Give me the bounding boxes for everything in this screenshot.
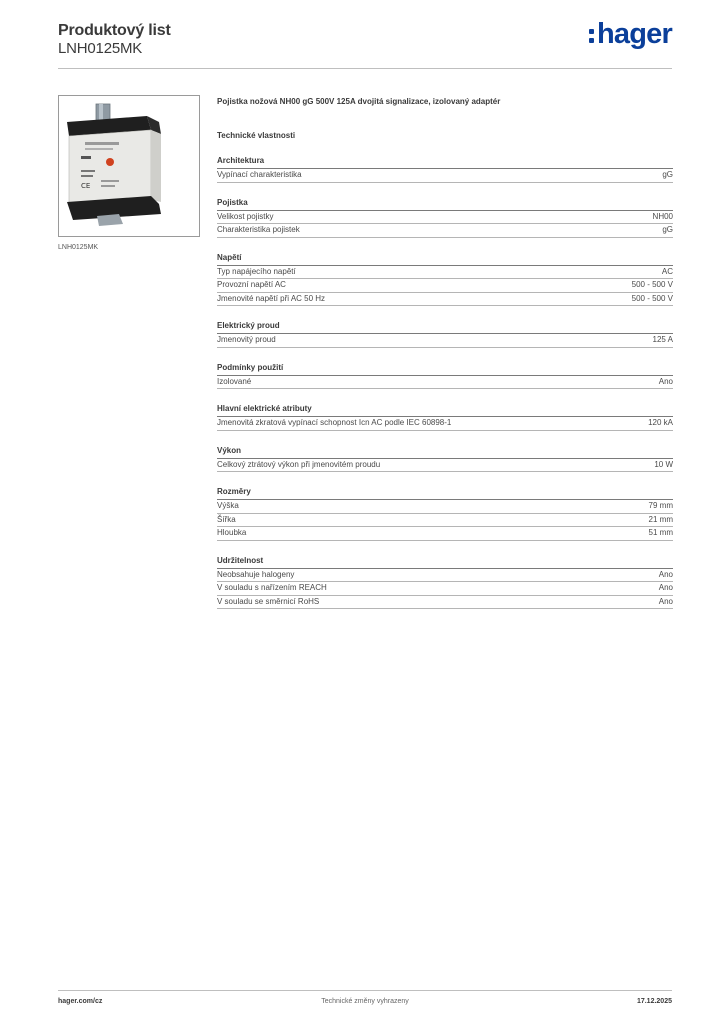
spec-row [217, 211, 673, 225]
product-description: Pojistka nožová NH00 gG 500V 125A dvojitá signalizace, izolovaný adaptér [217, 97, 501, 106]
spec-row [217, 596, 673, 610]
spec-group-title: Rozměry [217, 486, 673, 500]
spec-label: Typ napájecího napětí [217, 266, 296, 276]
spec-row [217, 569, 673, 583]
spec-row [217, 266, 673, 280]
spec-label: Provozní napětí AC [217, 280, 286, 289]
spec-label: V souladu s nařízením REACH [217, 583, 327, 592]
spec-value: 51 mm [648, 528, 673, 537]
spec-group [217, 252, 673, 307]
spec-group [217, 197, 673, 238]
spec-group-title: Udržitelnost [217, 555, 673, 569]
spec-group-title: Pojistka [217, 197, 673, 211]
spec-label: Vypínací charakteristika [217, 170, 302, 179]
spec-row [217, 582, 673, 596]
spec-value: Ano [658, 569, 673, 579]
spec-label: Jmenovitý proud [217, 335, 276, 344]
spec-group [217, 555, 673, 610]
product-code: LNH0125MK [58, 40, 143, 57]
spec-row [217, 459, 673, 473]
spec-label: Hloubka [217, 528, 247, 537]
spec-label: Neobsahuje halogeny [217, 569, 295, 579]
footer-divider [58, 990, 672, 991]
page-header [58, 18, 672, 68]
spec-value: 500 - 500 V [631, 293, 673, 303]
spec-value: Ano [658, 376, 673, 386]
spec-value: 125 A [652, 335, 673, 344]
spec-row [217, 417, 673, 431]
spec-group-title: Elektrický proud [217, 320, 673, 334]
spec-label: Jmenovité napětí při AC 50 Hz [217, 293, 326, 303]
spec-value: 500 - 500 V [631, 280, 673, 289]
svg-text:CE: CE [81, 182, 91, 190]
spec-value: gG [662, 170, 673, 179]
spec-label: Izolované [217, 376, 252, 386]
spec-group-title: Podmínky použití [217, 362, 673, 376]
spec-row [217, 500, 673, 514]
spec-group-title: Hlavní elektrické atributy [217, 403, 673, 417]
spec-row [217, 279, 673, 293]
spec-value: 21 mm [648, 514, 673, 524]
spec-group-title: Napětí [217, 252, 673, 266]
spec-row [217, 169, 673, 183]
spec-value: 120 kA [648, 418, 673, 427]
header-divider [58, 68, 672, 69]
spec-group-title: Výkon [217, 445, 673, 459]
spec-value: AC [661, 266, 673, 276]
spec-value: 79 mm [648, 501, 673, 510]
image-caption: LNH0125MK [58, 244, 99, 251]
spec-content [217, 96, 673, 609]
spec-row [217, 514, 673, 528]
page-title: Produktový list [58, 22, 171, 39]
spec-row [217, 376, 673, 390]
spec-row [217, 334, 673, 348]
spec-label: Velikost pojistky [217, 211, 274, 221]
fuse-icon [59, 96, 199, 236]
spec-group [217, 320, 673, 348]
footer-disclaimer: Technické změny vyhrazeny [321, 998, 409, 1005]
product-image [58, 95, 200, 237]
spec-value: gG [662, 225, 673, 234]
logo-text: hager [597, 18, 672, 50]
footer-date: 17.12.2025 [636, 998, 672, 1005]
spec-value: Ano [658, 596, 673, 606]
spec-group [217, 155, 673, 183]
logo-dots-icon [589, 29, 594, 43]
spec-group-title: Architektura [217, 155, 673, 169]
spec-groups [217, 155, 673, 609]
spec-label: Výška [217, 501, 239, 510]
spec-label: Jmenovitá zkratová vypínací schopnost Icn AC podle IEC 60898-1 [217, 418, 452, 427]
spec-row [217, 293, 673, 307]
footer-website: hager.com/cz [58, 998, 103, 1005]
spec-row [217, 527, 673, 541]
spec-group [217, 403, 673, 431]
spec-value: NH00 [652, 211, 673, 221]
section-heading: Technické vlastnosti [217, 131, 296, 140]
spec-label: Celkový ztrátový výkon při jmenovitém proudu [217, 459, 381, 469]
spec-label: Šířka [217, 514, 236, 524]
spec-value: Ano [658, 583, 673, 592]
spec-label: V souladu se směrnicí RoHS [217, 596, 320, 606]
spec-group [217, 362, 673, 390]
spec-row [217, 224, 673, 238]
spec-group [217, 486, 673, 541]
spec-value: 10 W [654, 459, 673, 469]
spec-label: Charakteristika pojistek [217, 225, 300, 234]
spec-group [217, 445, 673, 473]
hager-logo [589, 18, 672, 50]
